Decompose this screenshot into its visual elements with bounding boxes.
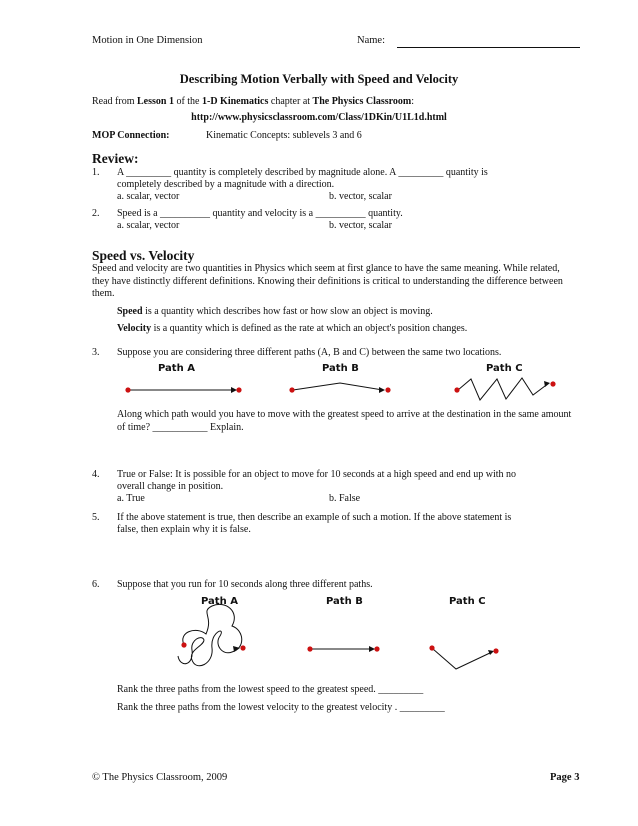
header-name-label: Name: [357,35,385,46]
footer-page-number: Page 3 [550,772,580,783]
q3-path-c-diagram [454,378,555,400]
q4-option-a[interactable]: a. True [117,493,145,504]
q1-line2: completely described by a magnitude with a direction. [117,179,335,190]
reading-chapter: 1-D Kinematics [202,96,269,107]
q5-line1: If the above statement is true, then describe an example of such a motion. If the above statement is [117,512,512,523]
speed-velocity-heading: Speed vs. Velocity [92,248,195,263]
q6-path-a-label: Path A [201,596,238,607]
q5-number: 5. [92,512,100,523]
q3-path-b-diagram [289,383,390,393]
reading-site: The Physics Classroom [312,96,412,107]
reading-mid: of the [173,96,202,107]
speed-def-text: is a quantity which describes how fast or how slow an object is moving. [142,306,433,317]
q6-number: 6. [92,579,100,590]
q6-rank-speed: Rank the three paths from the lowest speed to the greatest speed. _________ [117,684,424,695]
q6-path-a-diagram [178,604,246,665]
speed-term: Speed [117,306,143,317]
q2-option-a[interactable]: a. scalar, vector [117,220,180,231]
q6-path-b-diagram [307,646,379,652]
q2-line1: Speed is a __________ quantity and velocity is a __________ quantity. [117,208,403,219]
q3-number: 3. [92,347,100,358]
header-chapter: Motion in One Dimension [92,35,203,46]
q1-option-b[interactable]: b. vector, scalar [329,191,392,202]
q4-line2: overall change in position. [117,481,224,492]
q5-line2: false, then explain why it is false. [117,524,251,535]
reading-url[interactable]: http://www.physicsclassroom.com/Class/1DKin/U1L1d.html [191,112,447,123]
speed-velocity-intro: Speed and velocity are two quantities in Physics which seem at first glance to have the same meaning. While related, they have distinctly different definitions. Knowing their definitions is critical to understanding the difference between them. [92,263,563,299]
page-title: Describing Motion Verbally with Speed and Velocity [179,72,459,86]
velocity-def-text: is a quantity which is defined as the rate at which an object's position changes. [151,323,468,334]
velocity-term: Velocity [117,323,152,334]
reading-lesson: Lesson 1 [137,96,174,107]
q6-path-c-label: Path C [449,596,486,607]
q3-path-a-diagram [125,387,241,393]
q3-path-c-label: Path C [486,363,523,374]
reading-mid2: chapter at [268,96,313,107]
q3-path-a-label: Path A [158,363,195,374]
reading-prefix: Read from [92,96,137,107]
q4-line1: True or False: It is possible for an object to move for 10 seconds at a high speed and end up with no [117,469,517,480]
review-heading: Review: [92,151,139,166]
mop-label: MOP Connection: [92,130,170,141]
q3-question: Along which path would you have to move with the greatest speed to arrive at the destination in the same amount of time? ___________ Explain. [117,409,572,433]
q4-option-b[interactable]: b. False [329,493,361,504]
mop-value: Kinematic Concepts: sublevels 3 and 6 [206,130,362,141]
q2-number: 2. [92,208,100,219]
q3-path-b-label: Path B [322,363,359,374]
q2-option-b[interactable]: b. vector, scalar [329,220,392,231]
q1-option-a[interactable]: a. scalar, vector [117,191,180,202]
q1-line1: A _________ quantity is completely described by magnitude alone. A _________ quantity is [117,167,488,178]
q3-text: Suppose you are considering three different paths (A, B and C) between the same two locations. [117,347,502,358]
footer-copyright: © The Physics Classroom, 2009 [92,772,228,783]
q6-rank-velocity: Rank the three paths from the lowest velocity to the greatest velocity . _________ [117,702,445,713]
q4-number: 4. [92,469,100,480]
reading-suffix: : [411,96,415,107]
q6-path-b-label: Path B [326,596,363,607]
q1-number: 1. [92,167,100,178]
q6-text: Suppose that you run for 10 seconds along three different paths. [117,579,373,590]
q6-path-c-diagram [429,645,498,669]
